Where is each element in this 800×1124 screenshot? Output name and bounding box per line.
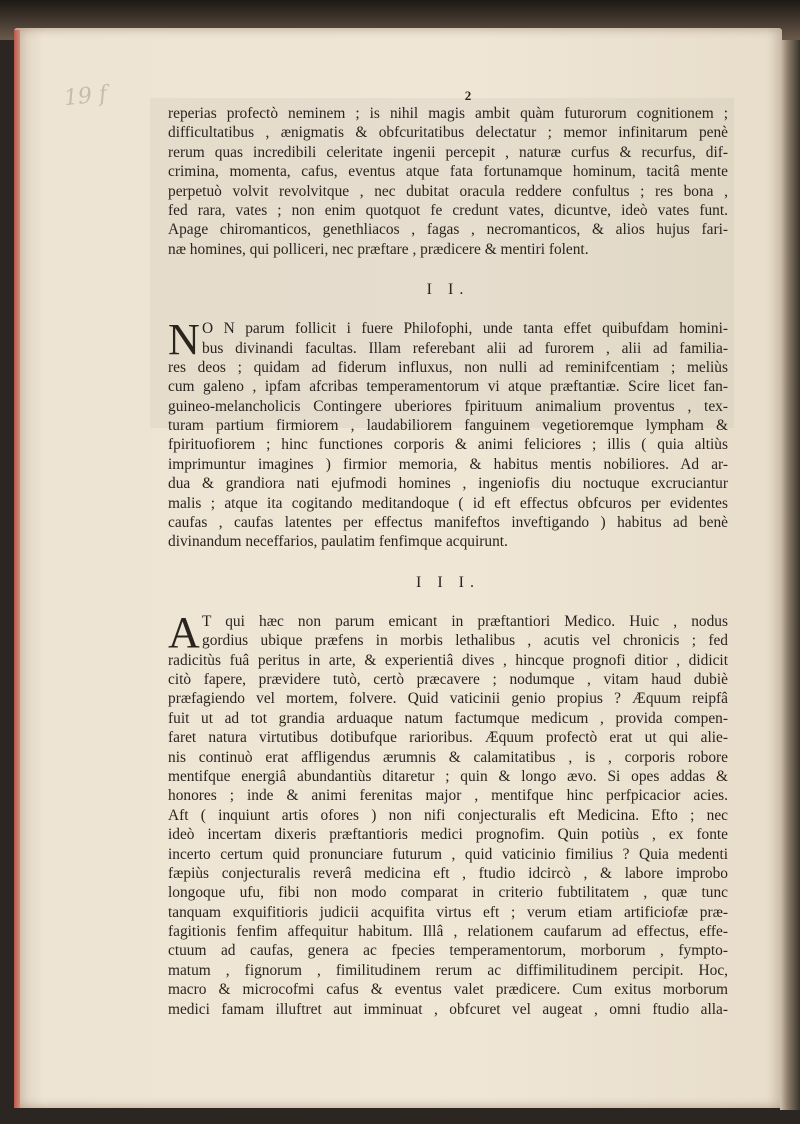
text-line: præfagiendo vel mortem, folvere. Quid vaticinii genio propius ? Æquum reipfâ xyxy=(168,690,728,708)
section-3-dropcap: A xyxy=(168,607,200,657)
page-edge-right xyxy=(780,40,800,1110)
text-line: Aft ( inquiunt artis ofores ) non nifi conjecturalis eft Medicina. Efto ; nec xyxy=(168,806,728,824)
text-line: ideò incertam dixeris præftantioris medici prognofim. Quin potiùs , ex fonte xyxy=(168,826,728,844)
text-line: mentifque energiâ abundantiùs ditaretur ; quin & longo ævo. Si opes addas & xyxy=(168,767,728,785)
section-1-paragraph xyxy=(168,104,728,259)
text-line: crimina, momenta, cafus, eventus atque fata fortunamque hominum, tacitâ mente xyxy=(168,163,728,181)
text-line: faret natura virtutibus dotibufque rarioribus. Æquum profectò erat ut qui alie- xyxy=(168,729,728,747)
text-line: fed rara, vates ; non enim quotquot fe credunt vates, dicuntve, ideò vates funt. xyxy=(168,201,728,219)
text-line: Apage chiromanticos, genethliacos , fagas , necromanticos, & alios hujus fari- xyxy=(168,221,728,239)
text-line: O N parum follicit i fuere Philofophi, unde tanta effet quibufdam homini- xyxy=(202,320,728,338)
text-line: perpetuò volvit revolvitque , nec dubitat oracula reddere confultus ; res bona , xyxy=(168,182,728,200)
section-3-numeral: I I I. xyxy=(416,573,480,591)
text-line: divinandum neceffarios, paulatim fenfimque acquirunt. xyxy=(168,533,508,551)
text-line: matum , fignorum , fimilitudinem rerum ac diffimilitudinem percipit. Hoc, xyxy=(168,961,728,979)
handwritten-margin-note: 19 f xyxy=(62,81,109,112)
text-line: T qui hæc non parum emicant in præftantiori Medico. Huic , nodus xyxy=(202,612,728,630)
section-3-paragraph xyxy=(168,607,728,1019)
text-line: fæpiùs conjecturalis reverâ medicina eft , ftudio idcircò , & labore improbo xyxy=(168,864,728,882)
text-line: næ homines, qui polliceri, nec præftare , prædicere & mentiri folent. xyxy=(168,240,589,258)
page-text xyxy=(168,88,728,1019)
text-line: medici famam illuftret aut imminuat , obfcuret vel augeat , omni ftudio alla- xyxy=(168,1000,728,1018)
text-line: guineo-melancholicis Contingere uberiores fpirituum animalium proventus , tex- xyxy=(168,397,728,415)
section-2-dropcap: N xyxy=(168,315,200,365)
text-line: reperias profectò neminem ; is nihil magis ambit quàm futurorum cognitionem ; xyxy=(168,105,728,122)
text-line: radicitùs fuâ peritus in arte, & experientiâ dives , hincque prognofi ditior , didicit xyxy=(168,651,728,669)
text-line: fpirituofiorem ; hinc functiones corporis & animi feliciores ; illis ( quia altiùs xyxy=(168,436,728,454)
page-edge-left xyxy=(14,30,20,1108)
text-line: ctuum ad caufas, genera ac fpecies temperamentorum, morborum , fympto- xyxy=(168,942,728,960)
text-line: tanquam exquifitioris judicii acquifita virtus eft ; verum etiam artificiofæ præ- xyxy=(168,903,728,921)
text-line: macro & microcofmi cafus & eventus valet prædicere. Cum exitus morborum xyxy=(168,981,728,999)
text-line: fuit ut ad tot grandia arduaque natum factumque medicum , provida compen- xyxy=(168,709,728,727)
text-line: nis continuò erat affligendus ærumnis & calamitatibus , is , corporis robore xyxy=(168,748,728,766)
page-number: 2 xyxy=(464,88,472,103)
text-line: incerto certum quid pronunciare futurum , quid vaticinio fimilius ? Quia medenti xyxy=(168,845,728,863)
text-line: honores ; inde & animi ferenitas major , mentifque hinc perfpicacior acies. xyxy=(168,787,728,805)
text-line: gordius ubique præfens in morbis lethalibus , acutis vel chronicis ; fed xyxy=(202,632,728,650)
text-line: turam partium firmiorem , laudabiliorem fanguinem vegetioremque lympham & xyxy=(168,417,728,435)
text-line: rerum quas incredibili celeritate ingenii percepit , naturæ curfus & recurfus, dif- xyxy=(168,143,728,161)
text-line: imprimuntur imagines ) firmior memoria, & habitus mentis nobiliores. Ad ar- xyxy=(168,455,728,473)
section-2-paragraph xyxy=(168,315,728,552)
text-line: dua & grandiora nati ejufmodi homines , ingeniofis diu noctuque excruciantur xyxy=(168,475,728,493)
text-line: caufas , caufas latentes per effectus manifeftos inveftigando ) habitus ad benè xyxy=(168,514,728,532)
text-line: citò fapere, prævidere tutò, certò præcavere ; nodumque , vitam haud dubiè xyxy=(168,670,728,688)
section-2-numeral: I I. xyxy=(426,281,470,299)
text-line: cum galeno , ipfam afcribas temperamentorum vi atque præftantiæ. Scire licet fan- xyxy=(168,378,728,396)
text-line: fagitionis fenfim affequitur habitum. Illâ , relationem caufarum ad effectus, effe- xyxy=(168,923,728,941)
text-line: difficultatibus , ænigmatis & obfcuritatibus delectatur ; memor infinitarum penè xyxy=(168,124,728,142)
text-line: malis ; atque ita cogitando meditandoque ( id eft effectus obfcuros per evidentes xyxy=(168,494,728,512)
text-line: bus divinandi facultas. Illam referebant alii ad furorem , alii ad familia- xyxy=(202,339,728,357)
text-line: res deos ; quidam ad fiderum influxus, non nulli ad reminifcentiam ; meliùs xyxy=(168,358,728,376)
text-line: longoque ufu, fibi non modo comparat in criterio fubtilitatem , quæ tunc xyxy=(168,884,728,902)
